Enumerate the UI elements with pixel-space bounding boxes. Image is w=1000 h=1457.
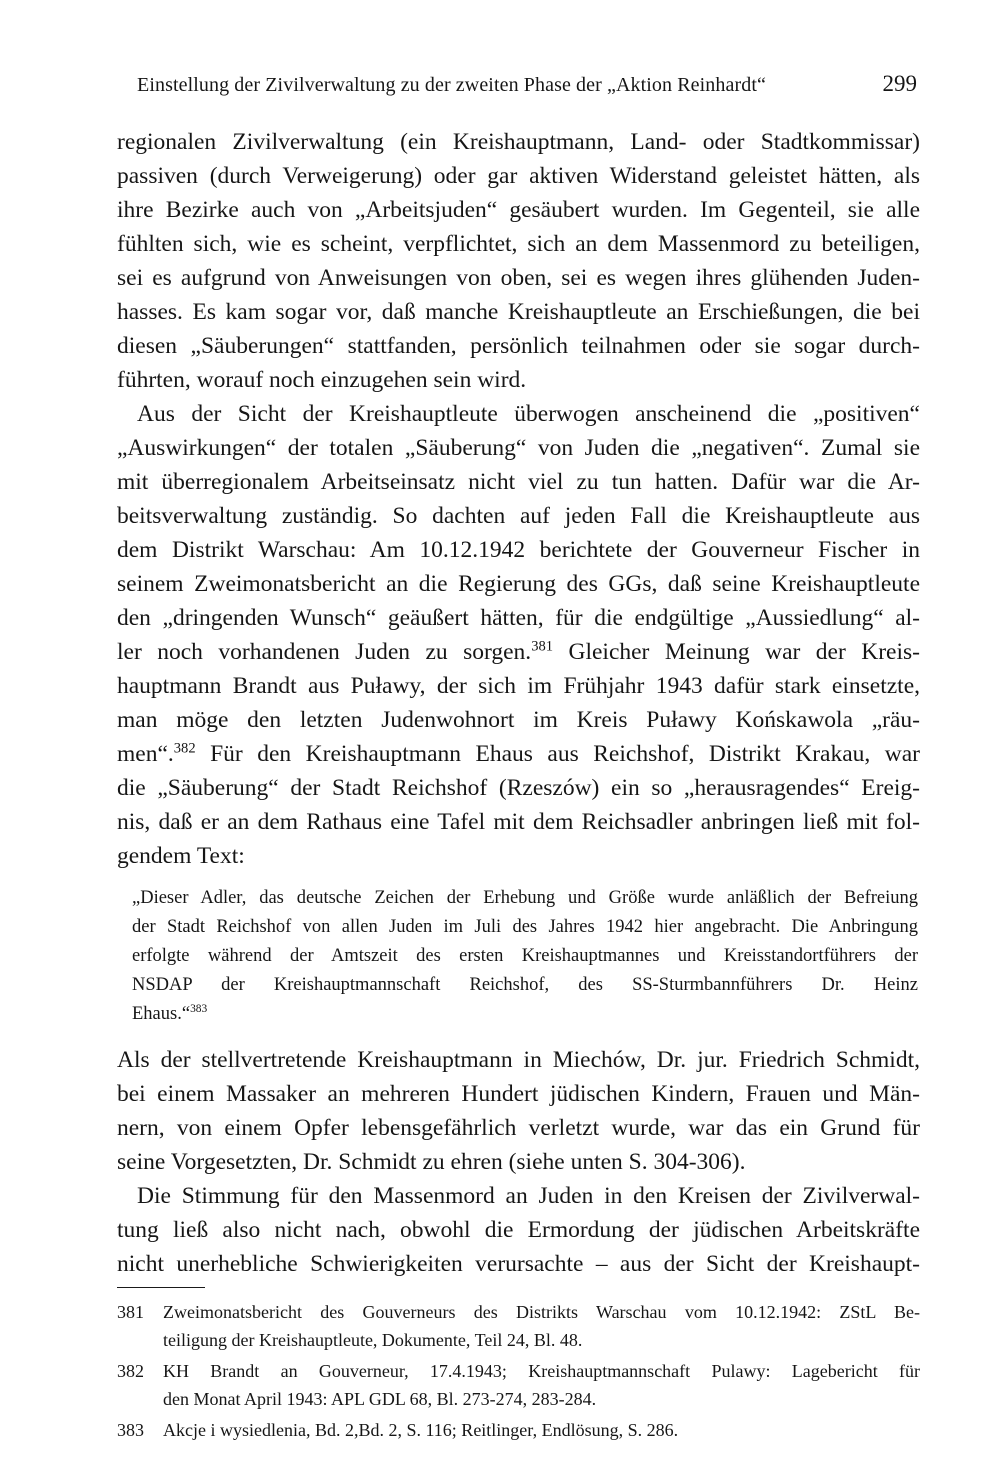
body-text: Für den Kreishauptmann Ehaus aus Reichshof, Distrikt Krakau, war xyxy=(195,741,920,767)
body-line: den „dringenden Wunsch“ geäußert hätten, für die endgültige „Aussiedlung“ al- xyxy=(117,605,920,631)
footnote-line: den Monat April 1943: APL GDL 68, Bl. 273-274, 283-284. xyxy=(163,1389,597,1409)
body-line xyxy=(117,635,920,669)
quote-line: erfolgte während der Amtszeit des ersten Kreishauptmannes und Kreisstandortführers der xyxy=(132,946,918,966)
footnote-382 xyxy=(117,1357,920,1385)
body-line: die „Säuberung“ der Stadt Reichshof (Rzeszów) ein so „herausragendes“ Ereig- xyxy=(117,775,920,801)
footnote-number: 382 xyxy=(117,1361,144,1381)
body-line: fühlten sich, wie es scheint, verpflichtet, sich an dem Massenmord zu beteiligen, xyxy=(117,231,920,257)
body-text: ler noch vorhandenen Juden zu sorgen. xyxy=(117,639,532,665)
footnote-separator xyxy=(117,1287,205,1288)
body-line: „Auswirkungen“ der totalen „Säuberung“ von Juden die „negativen“. Zumal sie xyxy=(117,435,920,461)
footnote-ref-383: 383 xyxy=(190,1003,208,1016)
running-title: Einstellung der Zivilverwaltung zu der zweiten Phase der „Aktion Reinhardt“ xyxy=(137,74,766,96)
footnote-text: Akcje i wysiedlenia, Bd. 2,Bd. 2, S. 116; Reitlinger, Endlösung, S. 286. xyxy=(163,1420,679,1440)
body-line: Als der stellvertretende Kreishauptmann in Miechów, Dr. jur. Friedrich Schmidt, xyxy=(117,1047,920,1073)
body-line: Die Stimmung für den Massenmord an Juden in den Kreisen der Zivilverwal- xyxy=(137,1183,920,1209)
footnote-text: Zweimonatsbericht des Gouverneurs des Distrikts Warschau vom 10.12.1942: ZStL Be- xyxy=(163,1302,920,1322)
body-line: ihre Bezirke auch von „Arbeitsjuden“ gesäubert wurden. Im Gegenteil, sie alle xyxy=(117,197,920,223)
footnote-text: KH Brandt an Gouverneur, 17.4.1943; Kreishauptmannschaft Pulawy: Lagebericht für xyxy=(163,1361,920,1381)
body-line xyxy=(117,737,920,771)
quote-text: Ehaus.“ xyxy=(132,1004,191,1024)
body-line: tung ließ also nicht nach, obwohl die Ermordung der jüdischen Arbeitskräfte xyxy=(117,1217,920,1243)
body-line: nicht unerhebliche Schwierigkeiten verursachte – aus der Sicht der Kreishaupt- xyxy=(117,1251,920,1277)
body-line: beitsverwaltung zuständig. So dachten auf jeden Fall die Kreishauptleute aus xyxy=(117,503,920,529)
body-line: seine Vorgesetzten, Dr. Schmidt zu ehren (siehe unten S. 304-306). xyxy=(117,1149,746,1175)
body-text: men“. xyxy=(117,741,174,767)
body-line: man möge den letzten Judenwohnort im Kreis Puławy Końskawola „räu- xyxy=(117,707,920,733)
body-line: Aus der Sicht der Kreishauptleute überwogen anscheinend die „positiven“ xyxy=(137,401,920,427)
footnote-ref-382: 382 xyxy=(173,740,196,757)
footnote-number: 381 xyxy=(117,1302,144,1322)
quote-line: NSDAP der Kreishauptmannschaft Reichshof, des SS-Sturmbannführers Dr. Heinz xyxy=(132,975,918,995)
body-line: führten, worauf noch einzugehen sein wird. xyxy=(117,367,527,393)
body-line: passiven (durch Verweigerung) oder gar aktiven Widerstand geleistet hätten, als xyxy=(117,163,920,189)
running-header xyxy=(117,72,920,106)
footnote-383 xyxy=(117,1416,920,1444)
body-line: regionalen Zivilverwaltung (ein Kreishauptmann, Land- oder Stadtkommissar) xyxy=(117,129,920,155)
body-line: nern, von einem Opfer lebensgefährlich verletzt wurde, war das ein Grund für xyxy=(117,1115,920,1141)
body-line: gendem Text: xyxy=(117,843,245,869)
body-line: mit überregionalem Arbeitseinsatz nicht viel zu tun hatten. Dafür war die Ar- xyxy=(117,469,920,495)
body-line: seinem Zweimonatsbericht an die Regierung des GGs, daß seine Kreishauptleute xyxy=(117,571,920,597)
body-line: nis, daß er an dem Rathaus eine Tafel mit dem Reichsadler anbringen ließ mit fol- xyxy=(117,809,920,835)
quote-line: der Stadt Reichshof von allen Juden im Juli des Jahres 1942 hier angebracht. Die Anbringung xyxy=(132,917,918,937)
footnote-line: teiligung der Kreishauptleute, Dokumente, Teil 24, Bl. 48. xyxy=(163,1330,583,1350)
body-line: diesen „Säuberungen“ stattfanden, persönlich teilnahmen oder sie sogar durch- xyxy=(117,333,920,359)
footnote-ref-381: 381 xyxy=(531,638,554,655)
quote-line: „Dieser Adler, das deutsche Zeichen der Erhebung und Größe wurde anläßlich der Befreiung xyxy=(132,888,918,908)
body-line: hasses. Es kam sogar vor, daß manche Kreishauptleute an Erschießungen, die bei xyxy=(117,299,920,325)
page-number: 299 xyxy=(882,71,917,96)
footnote-381 xyxy=(117,1298,920,1326)
body-text: Gleicher Meinung war der Kreis- xyxy=(553,639,920,665)
body-line: hauptmann Brandt aus Puławy, der sich im Frühjahr 1943 dafür stark einsetzte, xyxy=(117,673,920,699)
body-line: dem Distrikt Warschau: Am 10.12.1942 berichtete der Gouverneur Fischer in xyxy=(117,537,920,563)
footnote-number: 383 xyxy=(117,1420,144,1440)
body-line: bei einem Massaker an mehreren Hundert jüdischen Kindern, Frauen und Män- xyxy=(117,1081,920,1107)
body-line: sei es aufgrund von Anweisungen von oben, sei es wegen ihres glühenden Juden- xyxy=(117,265,920,291)
quote-line xyxy=(132,1000,918,1029)
